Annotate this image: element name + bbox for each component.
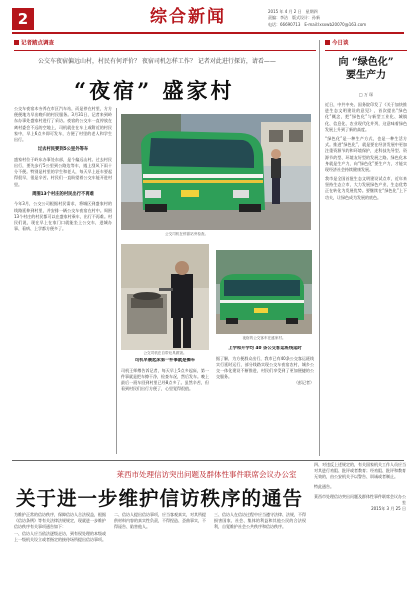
opinion-divider [319, 40, 320, 456]
article-column-2 [121, 358, 209, 452]
notice-column-4 [314, 462, 406, 596]
article-signature: （彭记者） [294, 380, 314, 386]
article-intro: 公交车夜宿木夯养在市区汽车站，而是停在村里，方方便便地为早出晚归的村民服务。3月31日，记者来到岭东办事处盛家村进行了采访。夜宿的公交车一直停放在离村委会不远的空地上，司机就住在车上或附近的村民家中，早上6点多即可发车，方便了村里的老人和学生出行。 [14, 106, 112, 142]
kitchen-photo-caption: 公交司机在自带灶具做饭。 [143, 351, 187, 355]
notice-paragraph-4: 三、信访人在信访过程中应当遵守法律、法规，不得损害国家、社会、集体的利益和其他公民的合法权利，自觉维护社会公共秩序和信访秩序。 [214, 512, 306, 530]
bus-photo-caption: 公交司机在停靠站旁检查。 [165, 232, 209, 236]
subheading-4: 上学和开学均 40 条公交客运班线延时 [228, 346, 302, 351]
bottom-divider [12, 460, 404, 461]
label-rule-left [14, 50, 316, 51]
header-meta [268, 9, 366, 28]
label-rule-right [325, 50, 407, 51]
header-date: 2015 年 4 月 2 日 星期四 [268, 9, 318, 14]
subheading-3: 司机早晨起床第一件事就是擦车 [134, 358, 196, 363]
header-contact: 电话：66690713 E-mail:lxsxwb20070@163.com [268, 21, 367, 27]
opinion-paragraph-2: “绿色化”是一种生产方式，也是一种生活方式。推进“绿色化”，就是要在经济发展中更加注重资源节约和环境保护，走科技先导型、资源节约型、环境友好型的发展之路。绿色化本身就是生产力，向“绿色化”要生产力，才能实现经济社会持续健康发展。 [325, 135, 407, 172]
article-paragraph-2: 今年3月，公交公司根据村民需求，将城区到盛家村的线路延伸到村里，并安排一辆公交车夜宿在村中。周围13个村庄的村民都可以在盛家村乘车，出行不再难。村民们说，现在早上在家门口就能坐上公交车，进城办事、看病、上学都方便多了。 [14, 201, 112, 232]
notice-paragraph-5: 四、对违反上述规定的，有关国家机关工作人员应当对其进行劝阻、批评或者教育；经劝阻、批评和教育无效的，由公安机关予以警告、训诫或者制止。 [314, 462, 406, 480]
opinion-body [325, 102, 407, 454]
right-section-label: 今日谈 [325, 40, 349, 48]
bus-photo [121, 114, 311, 230]
notice-paragraph-3: 二、信访人提出信访事项，应当客观真实，对其所提供材料内容的真实性负责，不得捏造、歪曲事实，不得诬告、陷害他人。 [114, 512, 206, 530]
notice-issuer-kicker: 莱西市处理信访突出问题及群体性事件联席会议办公室 [116, 470, 297, 479]
page-number: 2 [12, 8, 34, 30]
header-rule [12, 32, 404, 34]
header-editor: 责编：李洁 版式设计：孙新 [268, 15, 320, 21]
square-bullet-icon [14, 40, 19, 45]
article-paragraph-3: 司机王师傅告诉记者，每天早上5点多起床，第一件事就是把车擦干净，检查车况，然后发车。晚上最后一班车回到村里已经8点多了。虽然辛苦，但看到村民们出行方便了，心里觉得很值。 [121, 367, 209, 392]
notice-paragraph-2: 一、信访人应当依法逐级走访，到有权处理的本级或上一级机关设立或者指定的接待场所提出信访事项。 [14, 530, 106, 542]
bus-photo-2-caption: 夜宿的公交客车在盛家村。 [242, 336, 286, 340]
notice-column-1 [14, 512, 106, 596]
square-bullet-icon [325, 40, 330, 45]
left-section-label: 记者踏点调查 [14, 40, 54, 48]
notice-issuer: 莱西市处理信访突出问题及群体性事件联席会议办公室 [314, 493, 406, 505]
opinion-paragraph-3: 我市是全国首批生态文明建设试点市，近年来坚持生态立市，大力发展绿色产业，生态优势正在转化为发展优势。要继续在“绿色化”上下功夫，让绿色成为发展的底色。 [325, 176, 407, 200]
notice-column-3 [214, 512, 306, 596]
notice-date: 2015年 3 月 25 日 [371, 506, 406, 512]
bus-photo-2 [216, 250, 312, 334]
lead-headline: “夜宿” 盛家村 [74, 78, 235, 103]
notice-paragraph-6: 特此通告。 [314, 483, 334, 489]
kitchen-photo [121, 244, 209, 350]
notice-paragraph-1: 为维护正常的信访秩序，保障信访人合法权益，根据《信访条例》等有关法律法规规定，现就进一步维护信访秩序有关事项通告如下： [14, 512, 106, 530]
opinion-paragraph-1: 近日，中共中央、国务院印发了《关于加快推进生态文明建设的意见》，首次提出“绿色化”概念，把“绿色化”与新型工业化、城镇化、信息化、农业现代化并列，这意味着绿色发展上升到了新的高度。 [325, 102, 407, 132]
opinion-author: □ 万 琛 [358, 92, 374, 97]
subheading-1: 过去村民要到5公里外等车 [37, 147, 89, 153]
column-divider [116, 108, 117, 454]
lead-kicker: 公交车夜宿偏远山村，村民有何评价？ 夜宿司机怎样工作？ 记者对此进行探访，请看—— [38, 58, 276, 65]
opinion-title: 向 “绿色化” 要生产力 [338, 57, 394, 81]
article-paragraph-1: 盛家村位于岭东办事处东部，是个偏远山村。过去村民出行，要先步行5公里到公路边等车，遇上刮风下雨十分不便。特别是村里的学生和老人，每天早上赶车要起得很早，很是辛苦。村民们一直盼望着公交车能开进村里。 [14, 156, 112, 187]
page-header [0, 0, 413, 34]
article-column-3 [216, 346, 314, 452]
notice-title: 关于进一步维护信访秩序的通告 [16, 487, 304, 510]
subheading-2: 周围13个村庄的村民出行不再难 [32, 191, 94, 197]
article-column-1 [14, 106, 112, 454]
section-title: 综合新闻 [150, 7, 226, 27]
notice-column-2 [114, 512, 206, 596]
article-paragraph-4: 据了解，为方便群众出行，我市已有40条公交客运班线实行延时运行，部分线路实现公交车夜宿农村，城乡公交一体化建设不断推进，村民们享受到了更加便捷的公交服务。 [216, 355, 314, 380]
